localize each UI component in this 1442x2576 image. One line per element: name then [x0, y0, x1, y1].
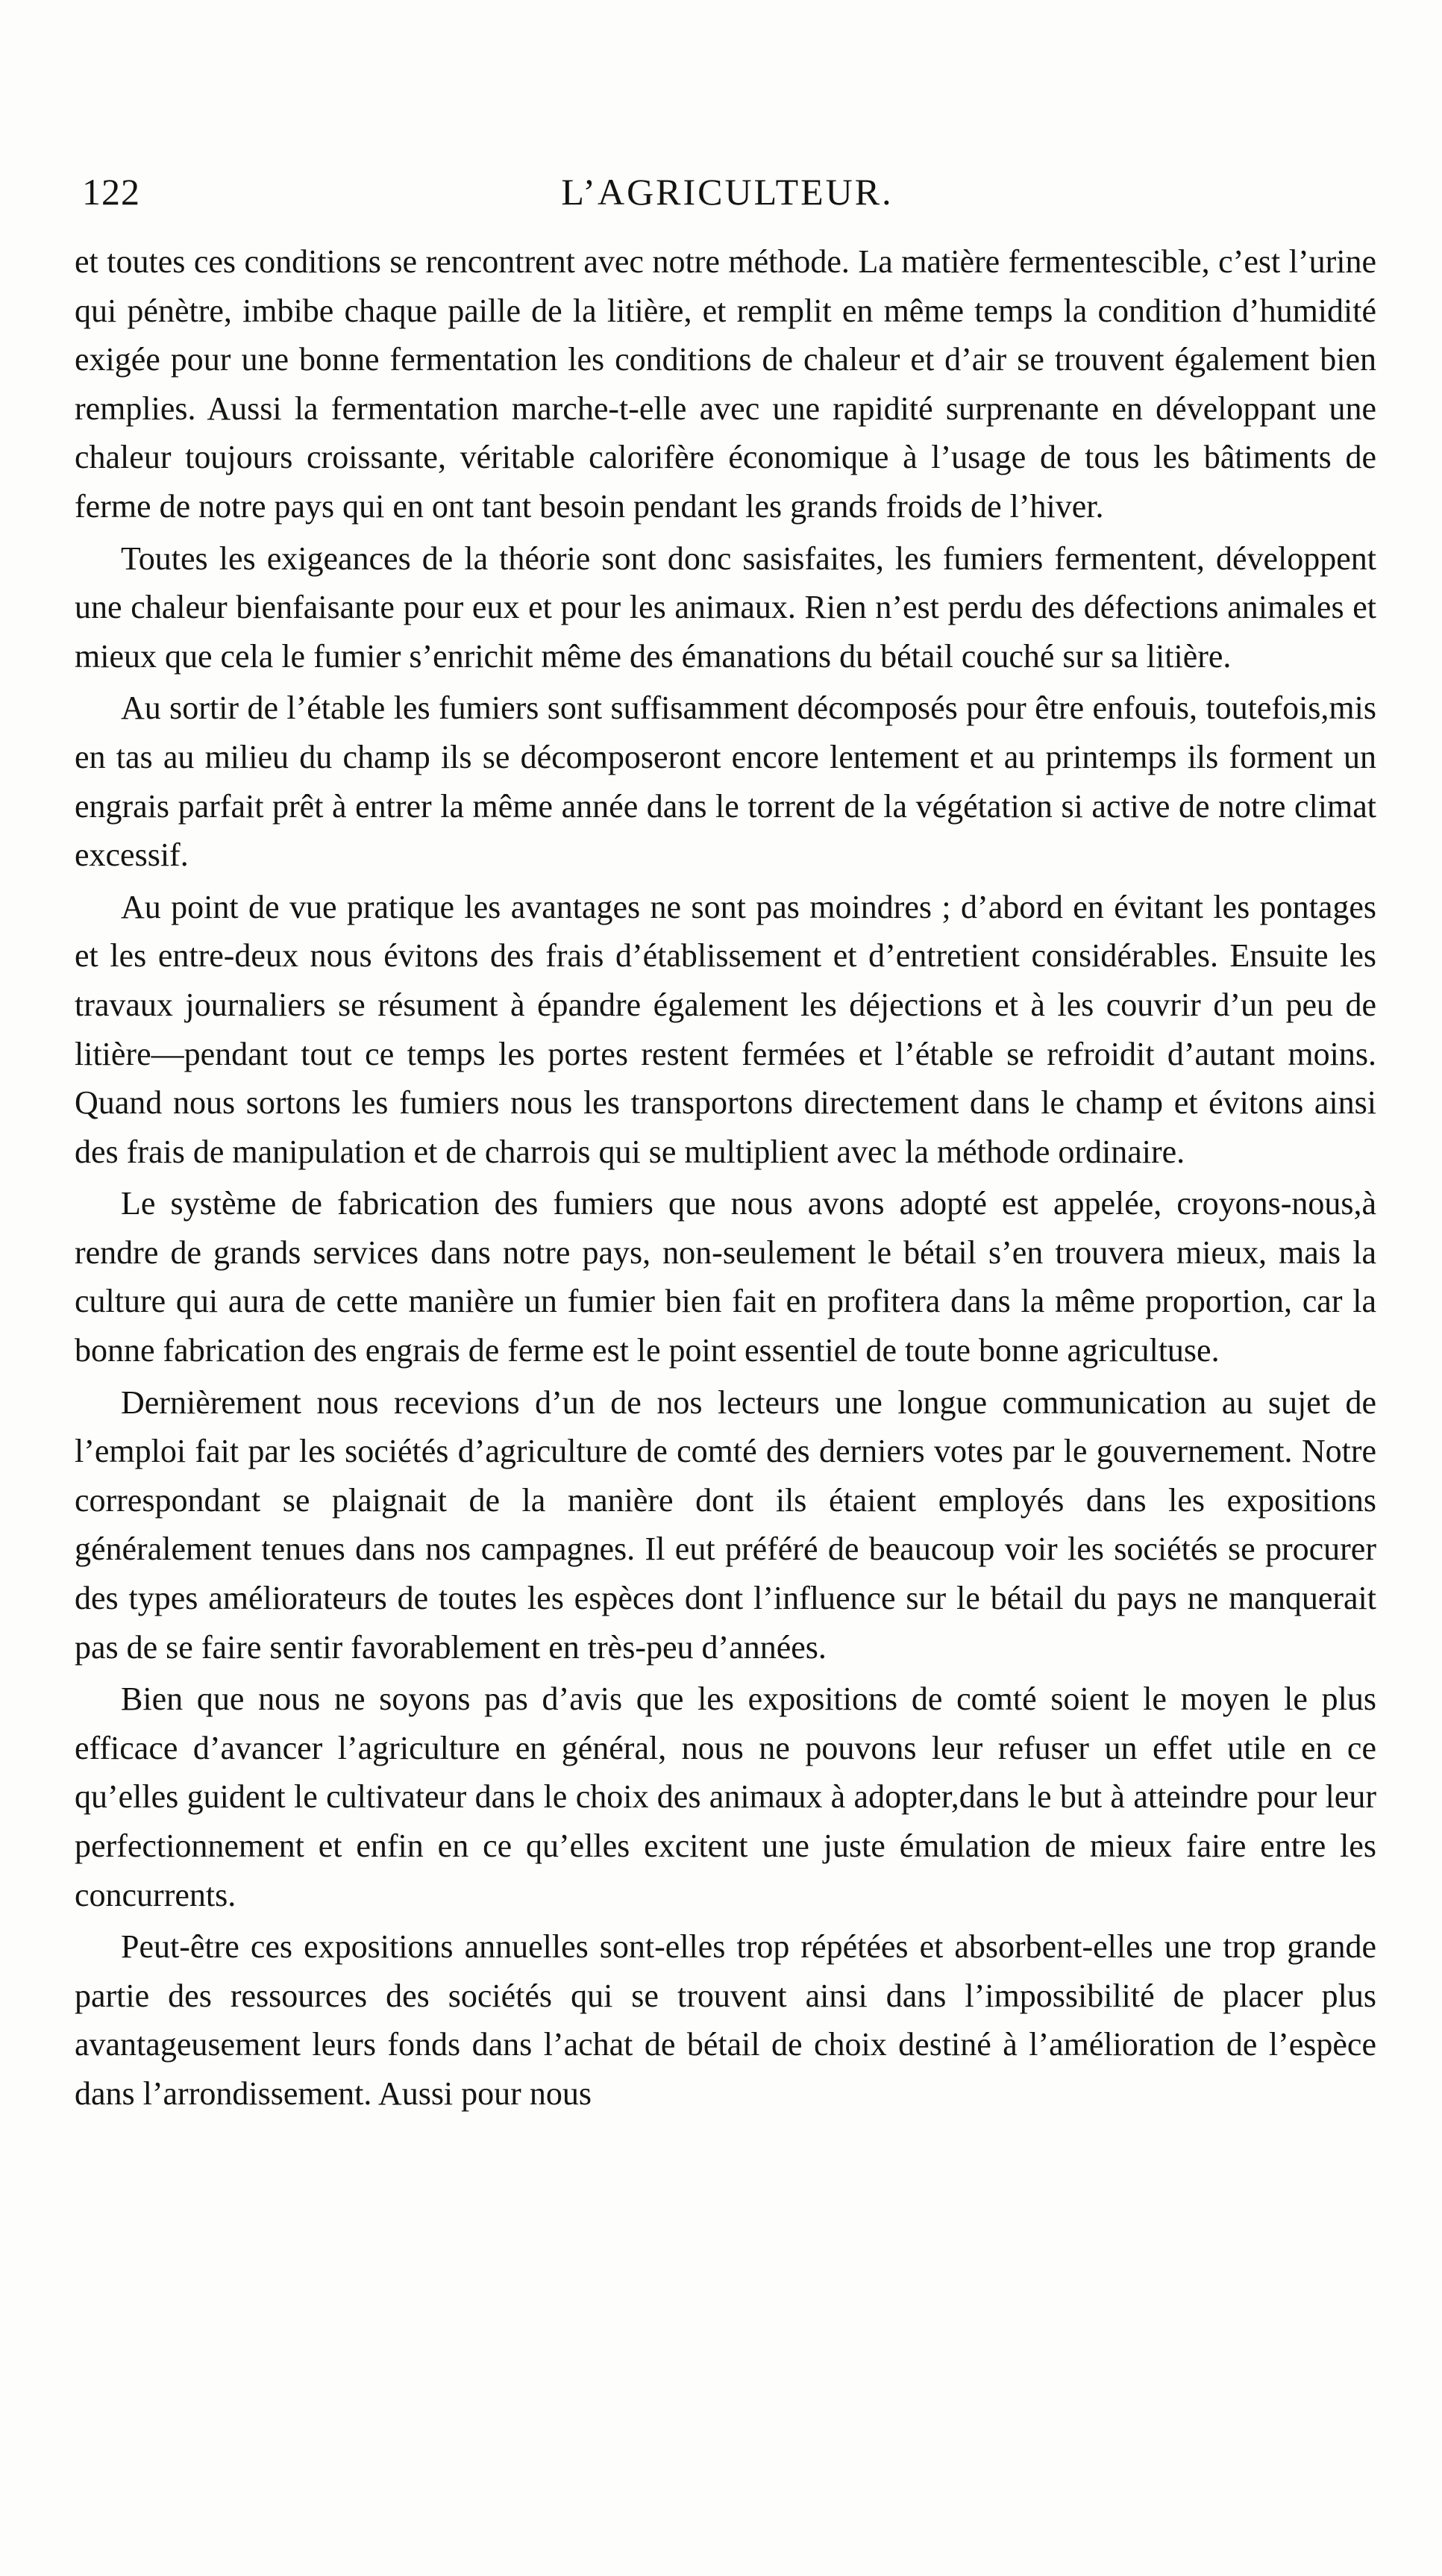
paragraph: Toutes les exigeances de la théorie sont donc sasisfaites, les fumiers fermentent, développent une chaleur bienfaisante pour eux et pour les animaux. Rien n’est perdu des défections animales et mieux que cela le fumier s’enrichit même des émanations du bétail couché sur sa litière.: [75, 540, 1376, 675]
running-head: [82, 166, 1373, 218]
page-number: 122: [82, 171, 140, 213]
paragraph: Au point de vue pratique les avantages ne sont pas moindres ; d’abord en évitant les pontages et les entre-deux nous évitons des frais d’établissement et d’entretient considérables. Ensuite les travaux journaliers se résument à épandre également les déjections et à les couvrir d’un peu de litière—pendant tout ce temps les portes restent fermées et l’étable se refroidit d’autant moins. Quand nous sortons les fumiers nous les transportons directement dans le champ et évitons ainsi des frais de manipulation et de charrois qui se multiplient avec la méthode ordinaire.: [75, 888, 1376, 1170]
paragraph-continued: et toutes ces conditions se rencontrent avec notre méthode. La matière fermentescible, c’est l’urine qui pénètre, imbibe chaque paille de la litière, et remplit en même temps la condition d’humidité exigée pour une bonne fermentation les conditions de chaleur et d’air se trouvent également bien remplies. Aussi la fermentation marche-t-elle avec une rapidité surprenante en développant une chaleur toujours croissante, véritable calorifère économique à l’usage de tous les bâtiments de ferme de notre pays qui en ont tant besoin pendant les grands froids de l’hiver.: [75, 243, 1376, 525]
running-title: L’AGRICULTEUR.: [561, 171, 894, 213]
paragraph: Peut-être ces expositions annuelles sont-elles trop répétées et absorbent-elles une trop grande partie des ressources des sociétés qui se trouvent ainsi dans l’impossibilité de placer plus avantageusement leurs fonds dans l’achat de bétail de choix destiné à l’amélioration de l’espèce dans l’arrondissement. Aussi pour nous: [75, 1928, 1376, 2112]
paragraph: Bien que nous ne soyons pas d’avis que les expositions de comté soient le moyen le plus efficace d’avancer l’agriculture en général, nous ne pouvons leur refuser un effet utile en ce qu’elles guident le cultivateur dans le choix des animaux à adopter,dans le but à atteindre pour leur perfectionnement et enfin en ce qu’elles excitent une juste émulation de mieux faire entre les concurrents.: [75, 1681, 1376, 1913]
paragraph: Dernièrement nous recevions d’un de nos lecteurs une longue communication au sujet de l’emploi fait par les sociétés d’agriculture de comté des derniers votes par le gouvernement. Notre correspondant se plaignait de la manière dont ils étaient employés dans les expositions généralement tenues dans nos campagnes. Il eut préféré de beaucoup voir les sociétés se procurer des types améliorateurs de toutes les espèces dont l’influence sur le bétail du pays ne manquerait pas de se faire sentir favorablement en très-peu d’années.: [75, 1384, 1376, 1666]
paragraph: Le système de fabrication des fumiers que nous avons adopté est appelée, croyons-nous,à rendre de grands services dans notre pays, non-seulement le bétail s’en trouvera mieux, mais la culture qui aura de cette manière un fumier bien fait en profitera dans la même proportion, car la bonne fabrication des engrais de ferme est le point essentiel de toute bonne agricultuse.: [75, 1185, 1376, 1369]
paragraph: Au sortir de l’étable les fumiers sont suffisamment décomposés pour être enfouis, toutefois,mis en tas au milieu du champ ils se décomposeront encore lentement et au printemps ils forment un engrais parfait prêt à entrer la même année dans le torrent de la végétation si active de notre climat excessif.: [75, 690, 1376, 874]
body-text: [75, 237, 1376, 2122]
